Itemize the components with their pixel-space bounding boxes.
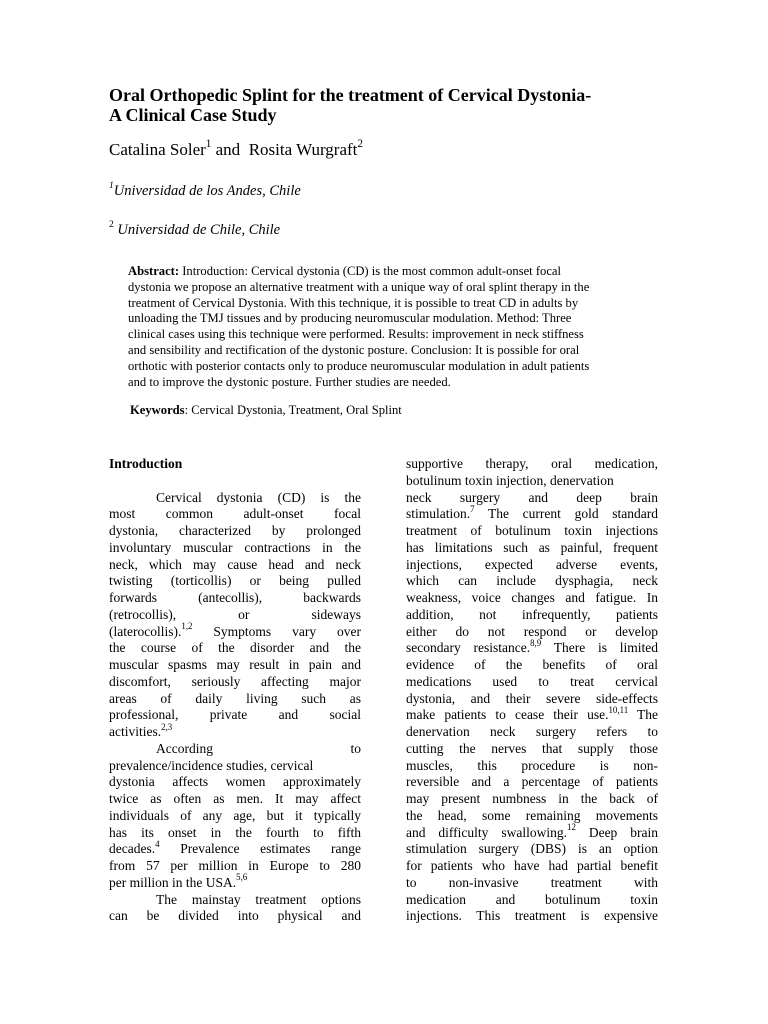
body-text-line [406,540,658,557]
citation-superscript: 8,9 [530,637,542,648]
body-text-line [109,506,361,523]
body-text-line [406,875,658,892]
body-text-line [406,637,659,657]
line-text: discomfort, seriously affecting major [109,673,361,689]
line-text: dystonia, and their severe side-effects [406,690,658,706]
line-text: Prevalence estimates range [159,841,361,857]
line-text: most common adult-onset focal [109,506,361,522]
body-text-line [109,691,361,708]
line-text: involuntary muscular contractions in the [109,539,361,555]
line-text: which can include dysphagia, neck [406,573,658,589]
body-text-line [109,721,361,741]
body-text-line [109,872,361,892]
line-text: muscular spasms may result in pain and [109,657,361,672]
author-affiliation-mark: 2 [357,138,363,151]
line-text: (retrocollis), or sideways [109,606,361,622]
body-text-line [109,490,361,507]
body-text-line [109,758,361,775]
citation-superscript: 1,2 [181,621,193,631]
citation-superscript: 5,6 [236,872,248,883]
abstract-line: and sensibility and rectification of the dystonic posture. Conclusion: It is possible for oral [128,342,580,357]
author-name: Rosita Wurgraft [248,140,358,159]
body-text-line [406,758,658,775]
abstract-line: clinical cases using this technique were performed. Results: improvement in neck stiffness [128,327,584,342]
abstract-text: Introduction: Cervical dystonia (CD) is the most common adult-onset focal [179,264,561,278]
line-text: may present numbness in the back of [406,791,658,806]
abstract [128,264,660,390]
line-text: (laterocollis). [109,623,182,639]
line-text: and difficulty swallowing. [406,824,567,840]
citation-superscript: 10,11 [608,704,629,715]
body-text-line [109,825,361,842]
line-text: the course of the disorder and the [109,640,361,656]
body-text-line [109,741,361,758]
author-affiliation-mark: 1 [205,138,212,151]
body-text-line [109,540,361,557]
body-text-line [406,704,658,724]
keywords-label: Keywords [130,403,185,417]
line-text: Cervical dystonia (CD) is the [156,489,361,505]
line-text: supportive therapy, oral medication, [406,456,658,471]
citation-superscript: 12 [566,822,576,832]
line-text: either do not respond or develop [406,623,658,639]
body-text-line [406,657,658,674]
line-text: activities. [109,724,162,739]
line-text: There is limited [541,640,659,656]
body-text-line [406,808,658,825]
line-text: has its onset in the fourth to fifth [109,824,361,840]
line-text: injections. This treatment is expensive [406,908,658,924]
line-text: neck surgery and deep brain [406,489,658,505]
abstract-label: Abstract: [128,264,180,278]
line-text: the head, some remaining movements [406,807,658,823]
line-text: neck, which may cause head and neck [109,556,361,572]
body-text-line [406,822,658,842]
section-heading-introduction: Introduction [109,456,183,471]
citation-superscript: 7 [470,503,475,514]
body-text-line [109,838,361,858]
line-text: According to [156,740,361,756]
affiliation-1 [109,182,301,200]
line-text: decades. [109,841,156,857]
line-text: reversible and a percentage of patients [406,774,658,790]
line-text: medication and botulinum toxin [406,891,658,907]
line-text: addition, not infrequently, patients [406,606,658,622]
left-column [109,456,361,925]
body-text-line [406,741,658,758]
body-text-line [109,621,361,641]
line-text: The [628,707,658,723]
body-text-line [109,808,361,825]
line-text: stimulation surgery (DBS) is an option [406,841,658,857]
line-text: make patients to cease their use. [406,707,609,723]
line-text: botulinum toxin injection, denervation [406,472,614,488]
body-text-line [109,774,361,791]
body-text-line [406,590,658,607]
affiliation-text: Universidad de Chile, Chile [113,222,281,238]
line-text: cutting the nerves that supply those [406,740,658,756]
body-text-line [406,841,658,858]
line-text: from 57 per million in Europe to 280 [109,858,361,873]
line-text: denervation neck surgery refers to [406,724,658,739]
blank-line [109,473,361,490]
abstract-line: and to improve the dystonic posture. Further studies are needed. [128,374,451,389]
line-text: twisting (torticollis) or being pulled [109,573,361,589]
line-text: areas of daily living such as [109,690,361,706]
line-text: medications used to treat cervical [406,673,658,689]
line-text: to non-invasive treatment with [406,874,658,890]
line-text: for patients who have had partial benefit [406,858,658,873]
author-joiner: and [211,140,249,159]
line-text: secondary resistance. [406,640,531,656]
body-text-line [406,858,658,875]
line-text: professional, private and social [109,707,361,723]
body-text-line [406,774,658,791]
line-text: has limitations such as painful, frequent [406,539,658,555]
line-text: The mainstay treatment options [156,891,361,907]
line-text: individuals of any age, but it typically [109,807,361,823]
body-text-line [406,674,658,691]
body-text-line [406,892,658,909]
line-text: dystonia, characterized by prolonged [109,523,361,538]
line-text: twice as often as men. It may affect [109,791,361,806]
body-text-line [109,607,361,624]
body-text-line [109,791,361,808]
body-text-line [406,490,658,507]
line-text: forwards (antecollis), backwards [109,590,361,605]
line-text: per million in the USA. [109,874,237,890]
body-text-line [406,791,658,808]
paper-title [109,85,669,125]
title-line-1: Oral Orthopedic Splint for the treatment of Cervical Dystonia- [109,85,592,105]
body-text-line [406,908,658,925]
right-column [406,456,658,925]
title-line-2: A Clinical Case Study [109,105,277,125]
affiliation-text: Universidad de los Andes, Chile [113,183,301,199]
body-text-line [109,657,361,674]
line-text: muscles, this procedure is non- [406,757,658,773]
keywords-text: : Cervical Dystonia, Treatment, Oral Splint [184,403,402,417]
abstract-line [128,264,660,280]
body-text-line [109,573,361,590]
body-text-line [406,607,658,624]
body-text-line [406,503,658,523]
abstract-line: unloading the TMJ tissues and by producing neuromuscular modulation. Method: Three [128,311,572,326]
abstract-line: orthotic with posterior contacts only to produce neuromuscular modulation in adult patients [128,358,590,373]
body-text-line [406,724,658,741]
abstract-line: dystonia we propose an alternative treatment with a unique way of oral splint therapy in the [128,279,590,294]
line-text: weakness, voice changes and fatigue. In [406,590,658,605]
keywords [130,402,650,418]
body-text-line [406,573,658,590]
body-text-line [109,707,361,724]
author-list [109,140,363,160]
affiliation-mark: 1 [109,180,114,192]
body-text-line [109,858,361,875]
body-text-line [406,557,658,574]
affiliation-mark: 2 [109,219,114,231]
citation-superscript: 4 [155,838,160,849]
affiliation-2 [109,221,280,239]
line-text: can be divided into physical and [109,908,361,924]
body-text-line [109,674,361,691]
author-name: Catalina Soler [109,140,206,159]
body-text-line [109,557,361,574]
body-text-line [109,523,361,540]
body-text-line [109,640,361,657]
body-text-line [109,590,361,607]
line-text: The current gold standard [474,506,658,522]
body-text-line [109,908,361,925]
citation-superscript: 2,3 [161,721,173,732]
body-text-line [406,523,658,540]
line-text: evidence of the benefits of oral [406,657,658,672]
line-text: treatment of botulinum toxin injections [406,523,658,538]
body-text-line [406,473,658,490]
body-text-line [109,892,361,909]
line-text: Deep brain [575,824,658,840]
line-text: Symptoms vary over [192,623,361,639]
body-text-line [406,456,658,473]
line-text: injections, expected adverse events, [406,556,658,572]
line-text: dystonia affects women approximately [109,774,361,790]
line-text: prevalence/incidence studies, cervical [109,757,314,773]
abstract-line: treatment of Cervical Dystonia. With this technique, it is possible to treat CD in adults by [128,295,579,310]
line-text: stimulation. [406,506,471,522]
